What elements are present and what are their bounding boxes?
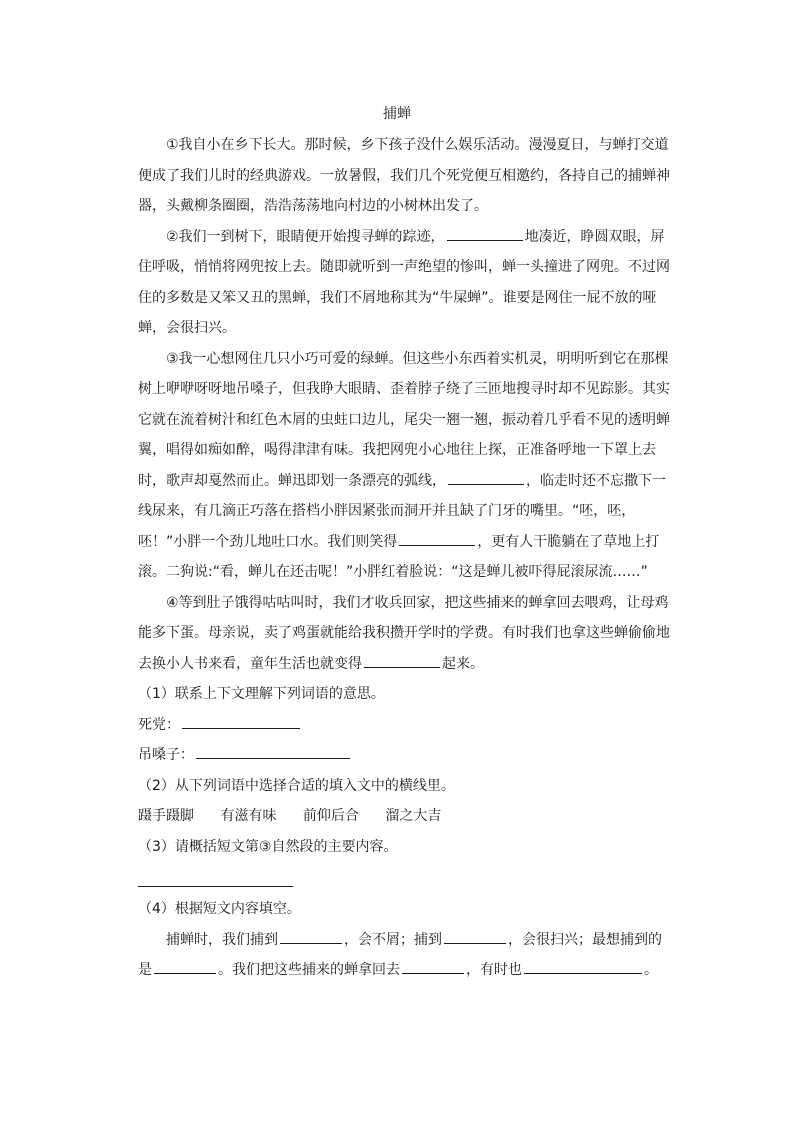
question-4: （4）根据短文内容填空。	[138, 901, 301, 917]
word-choice-4: 溜之大吉	[385, 808, 442, 824]
question-3: （3）请概括短文第③自然段的主要内容。	[138, 838, 398, 855]
paragraph-1: ①我自小在乡下长大。那时候，乡下孩子没什么娱乐活动。漫漫夏日，与蝉打交道便成了我们儿时的经典游戏。一放暑假，我们几个死党便互相邀约，各持自己的捕蝉神器，头戴柳条圈圈，浩浩荡荡地向村边的小树林出发了。	[138, 137, 670, 214]
q4-blank-5[interactable]	[524, 955, 642, 974]
paragraph-3-part-a: ③我一心想网住几只小巧可爱的绿蝉。但这些小东西着实机灵，明明听到它在那棵树上咿咿呀呀地吊嗓子，但我睁大眼睛、歪着脖子绕了三匝地搜寻时却不见踪影。其实它就在流着树汁和红色木屑的虫蛀口边儿，尾尖一翘一翘，振动着几乎看不见的透明蝉翼，唱得如痴如醉，喝得津津有味。我把网兜小心地往上探，正准备呼地一下罩上去时，歌声却戛然而止。蝉迅即划一条漂亮的弧线，	[138, 350, 670, 489]
question-2: （2）从下列词语中选择合适的填入文中的横线里。	[138, 777, 455, 794]
question-1-word-2	[138, 740, 674, 771]
q4-blank-4[interactable]	[402, 955, 464, 974]
fill-blank-1[interactable]	[447, 222, 523, 241]
fill-blank-3[interactable]	[399, 527, 475, 546]
word-label-2: 吊嗓子：	[138, 747, 194, 763]
word-choice-2: 有滋有味	[220, 808, 277, 824]
paragraph-4-part-b: 起来。	[442, 655, 484, 672]
q4-part-f: 。	[644, 962, 658, 978]
q4-part-b: ，会不屑；捕到	[344, 931, 442, 948]
word-label-1: 死党：	[138, 716, 180, 733]
fill-blank-2[interactable]	[448, 466, 524, 485]
word-choice-1: 蹑手蹑脚	[138, 808, 194, 824]
passage-title: 捕蝉	[383, 106, 411, 122]
paragraph-3-part-b: ，临走时还不忘撒下一线尿来，有几滴正巧落在搭档小胖因紧张而洞开并且缺了门牙的嘴里。“呸，呸，呸！”小胖一个劲儿地吐口水。我们则笑得	[138, 472, 666, 550]
passage-body	[138, 130, 674, 986]
paragraph-2-part-b: 地凑近，睁圆双眼，屏住呼吸，悄悄将网兜按上去。随即就听到一声绝望的惨叫，蝉一头撞进了网兜。不过网住的多数是又笨又丑的黑蝉，我们不屑地称其为“牛屎蝉”。谁要是网住一屁不放的哑蝉，会很扫兴。	[138, 228, 670, 336]
paragraph-3	[138, 344, 674, 588]
q4-blank-3[interactable]	[154, 955, 216, 974]
q4-blank-1[interactable]	[280, 925, 342, 944]
paragraph-2	[138, 222, 674, 344]
q4-blank-2[interactable]	[444, 925, 506, 944]
question-4-fill	[138, 925, 674, 986]
paragraph-4	[138, 588, 674, 680]
answer-blank-1[interactable]	[182, 710, 300, 729]
question-1: （1）联系上下文理解下列词语的意思。	[138, 686, 385, 702]
q4-part-d: 。我们把这些捕来的蝉拿回去	[218, 962, 400, 978]
q4-part-c: ，会很扫兴；最想捕到的是	[138, 931, 662, 978]
answer-line-question-3[interactable]	[138, 868, 293, 887]
paragraph-3-part-c: ，更有人干脆躺在了草地上打滚。二狗说:“看，蝉儿在还击呢！”小胖红着脸说：“这是蝉儿被吓得屁滚尿流……”	[138, 533, 660, 580]
fill-blank-4[interactable]	[364, 649, 440, 668]
paragraph-2-part-a: ②我们一到树下，眼睛便开始搜寻蝉的踪迹，	[166, 228, 445, 245]
word-choice-3: 前仰后合	[302, 808, 359, 824]
word-choices	[138, 801, 674, 832]
q4-part-a: 捕蝉时，我们捕到	[166, 931, 278, 948]
q4-part-e: ，有时也	[466, 962, 522, 978]
answer-blank-2[interactable]	[196, 740, 350, 759]
question-1-word-1	[138, 710, 674, 741]
paragraph-4-part-a: ④等到肚子饿得咕咕叫时，我们才收兵回家，把这些捕来的蝉拿回去喂鸡，让母鸡能多下蛋。母亲说，卖了鸡蛋就能给我积攒开学时的学费。有时我们也拿这些蝉偷偷地去换小人书来看，童年生活也就变得	[138, 594, 670, 672]
